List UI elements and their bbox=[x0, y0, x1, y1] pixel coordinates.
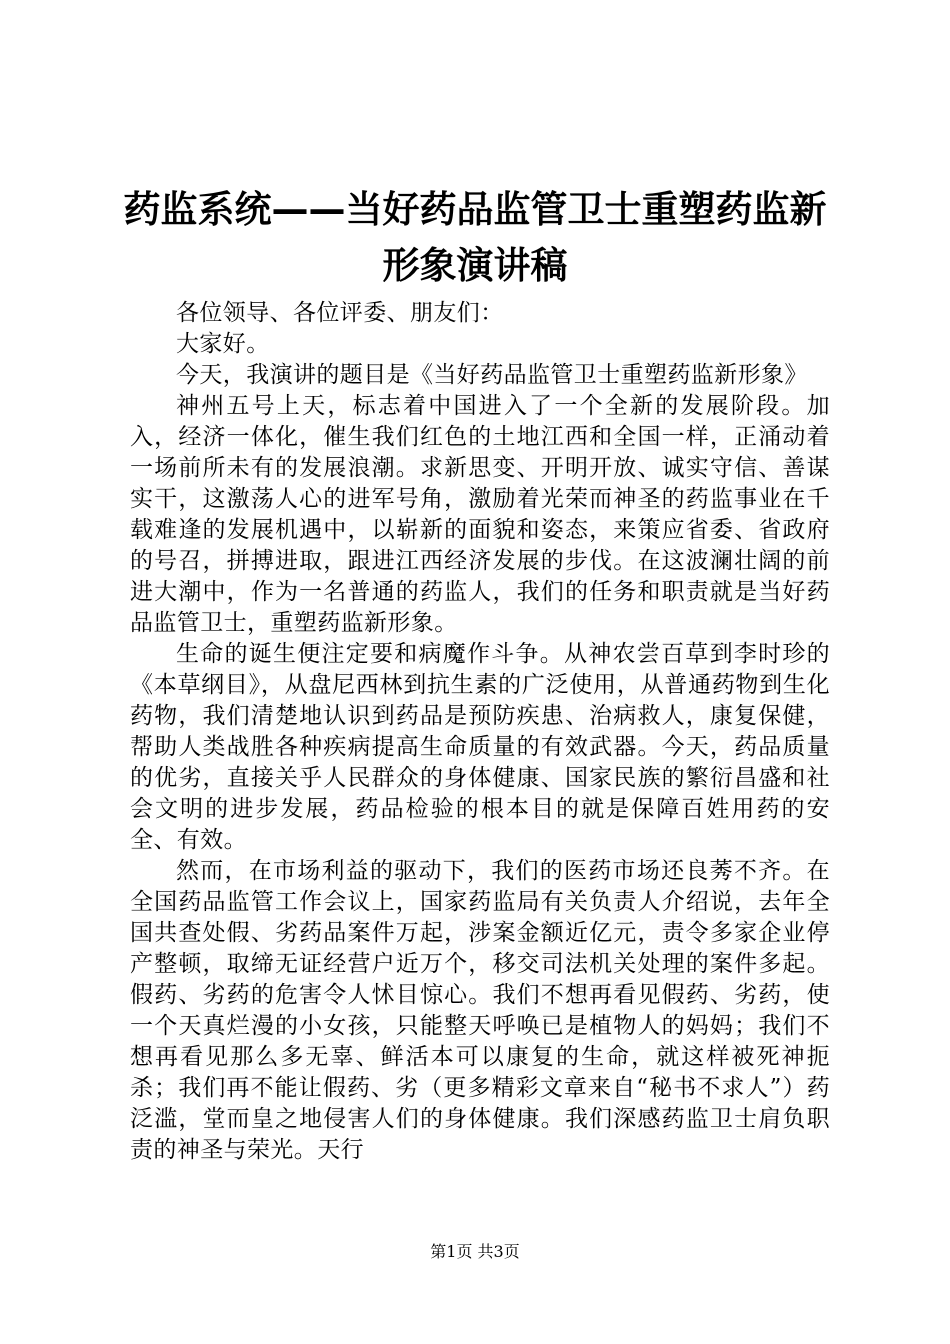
body-paragraph-market: 然而，在市场利益的驱动下，我们的医药市场还良莠不齐。在全国药品监管工作会议上，国家药监局有关负责人介绍说，去年全国共查处假、劣药品案件万起，涉案金额近亿元，责令多家企业停产整顿，取缔无证经营户近万个，移交司法机关处理的案件多起。假药、劣药的危害令人怵目惊心。我们不想再看见假药、劣药，使一个天真烂漫的小女孩，只能整天呼唤已是植物人的妈妈；我们不想再看见那么多无辜、鲜活本可以康复的生命，就这样被死神扼杀；我们再不能让假药、劣（更多精彩文章来自“秘书不求人”）药泛滥，堂而皇之地侵害人们的身体健康。我们深感药监卫士肩负职责的神圣与荣光。天行 bbox=[130, 858, 830, 1163]
body-paragraph-development: 神州五号上天，标志着中国进入了一个全新的发展阶段。加入，经济一体化，催生我们红色的土地江西和全国一样，正涌动着一场前所未有的发展浪潮。求新思变、开明开放、诚实守信、善谋实干，这激荡人心的进军号角，激励着光荣而神圣的药监事业在千载难逢的发展机遇中，以崭新的面貌和姿态，来策应省委、省政府的号召，拼搏进取，跟进江西经济发展的步伐。在这波澜壮阔的前进大潮中，作为一名普通的药监人，我们的任务和职责就是当好药品监管卫士，重塑药监新形象。 bbox=[130, 393, 830, 636]
body-paragraph-medicine: 生命的诞生便注定要和病魔作斗争。从神农尝百草到李时珍的《本草纲目》，从盘尼西林到抗生素的广泛使用，从普通药物到生化药物，我们清楚地认识到药品是预防疾患、治病救人，康复保健，帮助人类战胜各种疾病提高生命质量的有效武器。今天，药品质量的优劣，直接关乎人民群众的身体健康、国家民族的繁衍昌盛和社会文明的进步发展，药品检验的根本目的就是保障百姓用药的安全、有效。 bbox=[130, 641, 830, 853]
document-title: 药监系统——当好药品监管卫士重塑药监新形象演讲稿 bbox=[123, 188, 827, 287]
topic-paragraph: 今天，我演讲的题目是《当好药品监管卫士重塑药监新形象》 bbox=[176, 362, 808, 388]
greeting-paragraph: 大家好。 bbox=[176, 331, 270, 357]
salutation-paragraph: 各位领导、各位评委、朋友们： bbox=[176, 300, 504, 326]
page-number-footer: 第1页 共3页 bbox=[430, 1242, 520, 1261]
document-body bbox=[130, 298, 830, 1166]
